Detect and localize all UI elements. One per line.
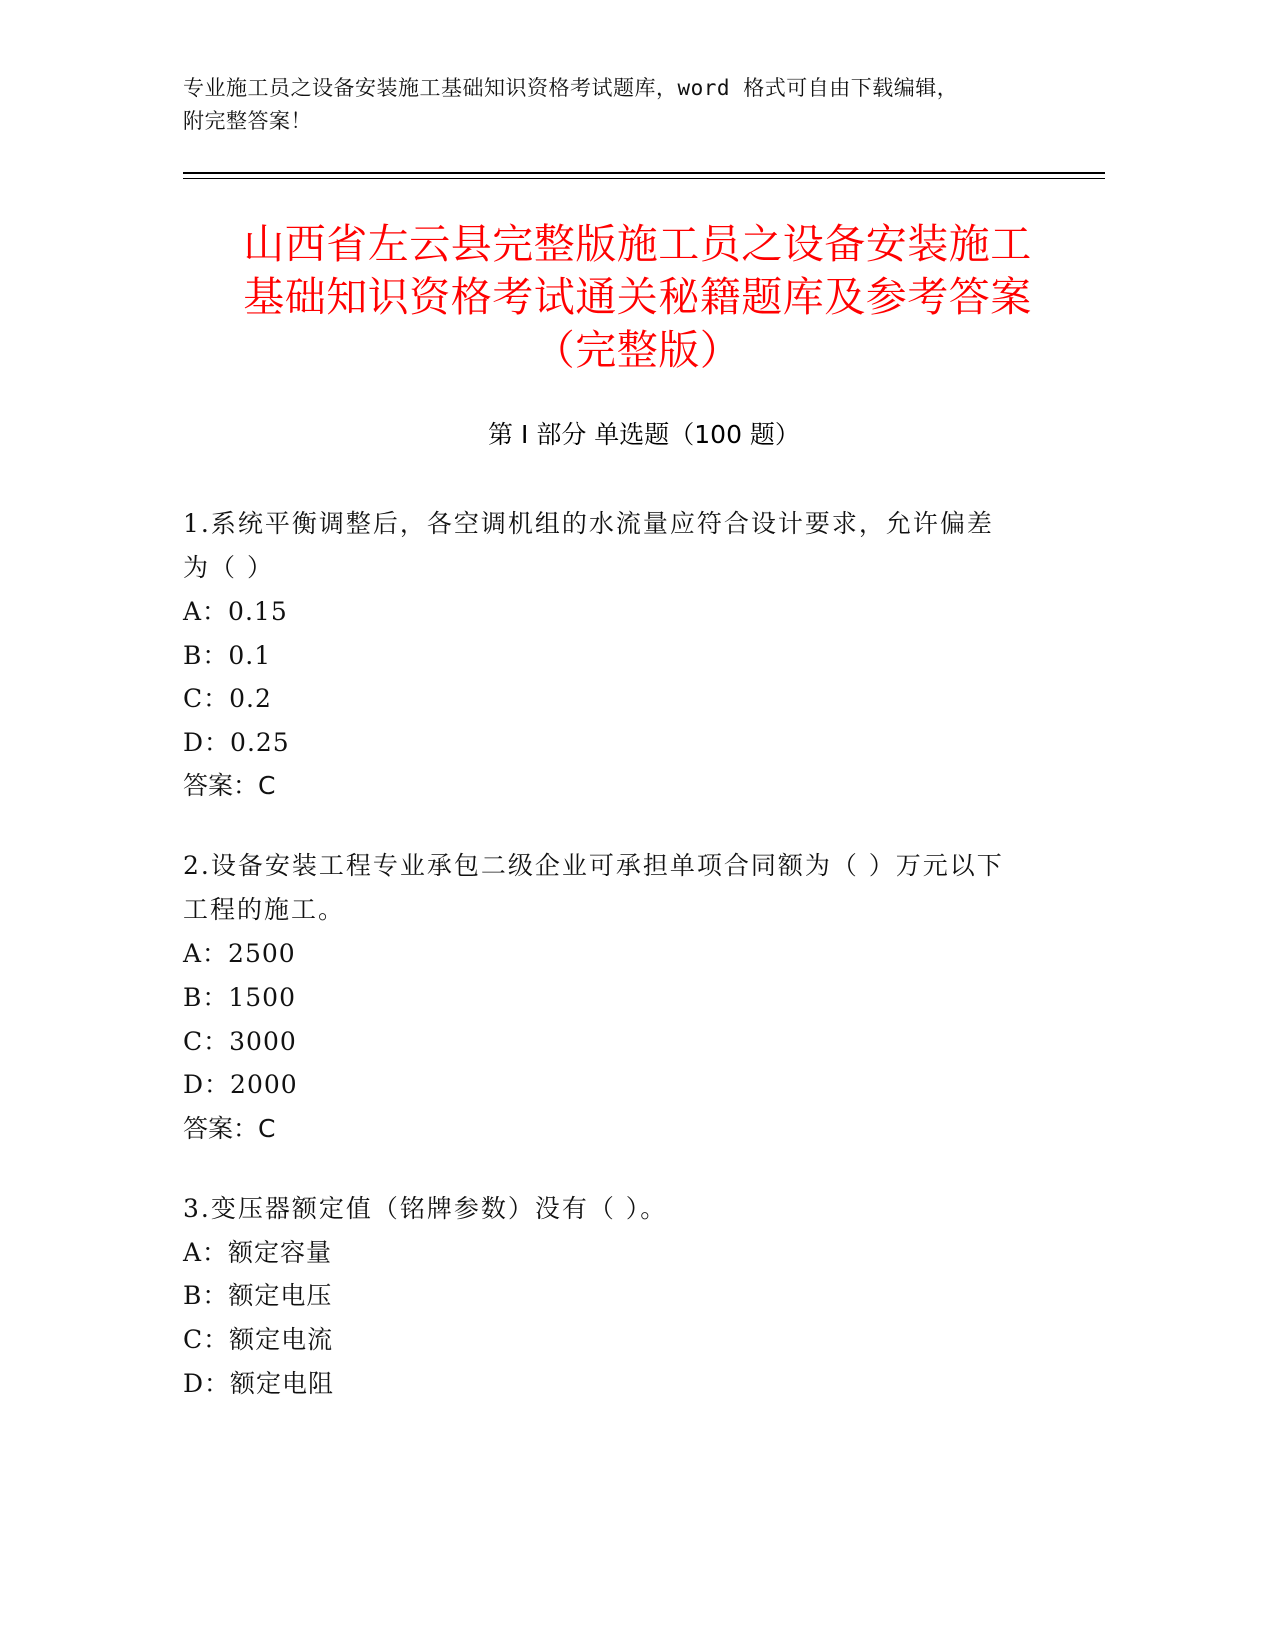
question-stem-line-1: 1.系统平衡调整后，各空调机组的水流量应符合设计要求，允许偏差	[183, 509, 994, 538]
option-c: C：3000	[183, 1026, 297, 1056]
question-list	[183, 502, 1043, 1441]
question-2	[183, 844, 1043, 1150]
option-a: A：0.15	[183, 597, 288, 626]
question-1	[183, 502, 1043, 808]
option-c: C：额定电流	[183, 1324, 334, 1354]
option-d: D：0.25	[183, 727, 290, 757]
header-note-line-2: 附完整答案！	[183, 109, 312, 133]
question-stem-line-1: 3.变压器额定值（铭牌参数）没有（ ）。	[183, 1193, 668, 1223]
option-d: D：额定电阻	[183, 1368, 335, 1398]
option-c: C：0.2	[183, 684, 272, 714]
header-divider-thick	[183, 172, 1105, 174]
document-title-line-2: 基础知识资格考试通关秘籍题库及参考答案	[243, 273, 1032, 321]
document-title	[130, 218, 1145, 377]
answer: 答案：C	[183, 1113, 276, 1143]
header-note	[183, 72, 1063, 138]
question-3	[183, 1187, 1043, 1405]
header-divider-thin	[183, 178, 1105, 179]
section-heading: 第 I 部分 单选题（100 题）	[488, 420, 800, 449]
option-b: B：额定电压	[183, 1281, 333, 1311]
question-stem-line-1: 2.设备安装工程专业承包二级企业可承担单项合同额为（ ）万元以下	[183, 851, 1004, 881]
answer: 答案：C	[183, 771, 276, 801]
header-note-line-1: 专业施工员之设备安装施工基础知识资格考试题库，word 格式可自由下载编辑，	[183, 76, 959, 100]
option-d: D：2000	[183, 1070, 298, 1100]
option-b: B：1500	[183, 982, 296, 1012]
question-stem-line-2: 工程的施工。	[183, 895, 346, 925]
question-stem-line-2: 为（ ）	[183, 553, 274, 582]
document-title-line-3: （完整版）	[533, 326, 742, 374]
option-a: A：额定容量	[183, 1237, 333, 1267]
document-title-line-1: 山西省左云县完整版施工员之设备安装施工	[243, 220, 1032, 268]
option-b: B：0.1	[183, 640, 272, 670]
option-a: A：2500	[183, 939, 296, 969]
